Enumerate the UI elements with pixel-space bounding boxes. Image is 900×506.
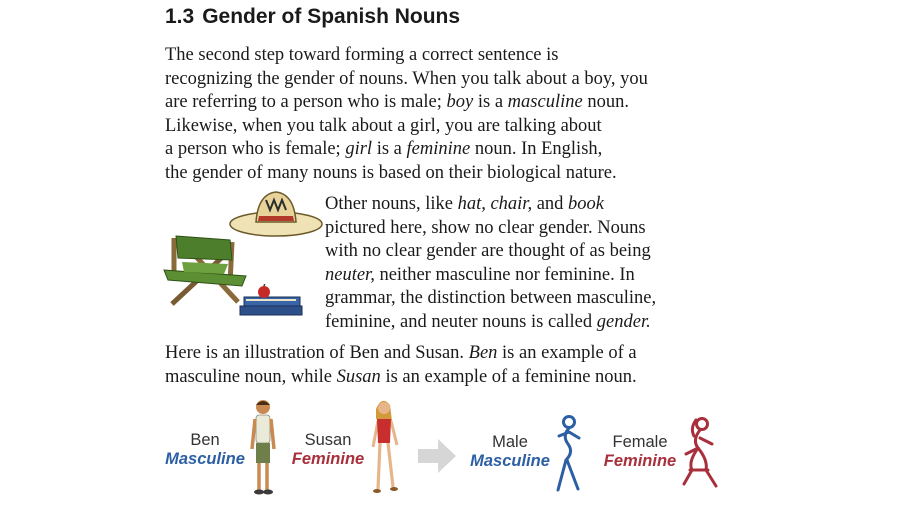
text-line <box>325 193 656 217</box>
italic-term: girl <box>345 139 373 160</box>
italic-term: feminine <box>406 139 471 160</box>
text-line <box>165 115 648 139</box>
text-run: masculine noun, while <box>165 366 337 387</box>
text-line <box>165 342 637 366</box>
text-run: feminine, and neuter nouns is called <box>325 311 597 332</box>
ben-name-label: Ben <box>190 431 220 449</box>
italic-term: gender. <box>596 311 651 332</box>
text-run: Here is an illustration of Ben and Susan. <box>165 343 469 363</box>
italic-term: Susan <box>336 366 381 387</box>
section-heading <box>165 5 460 29</box>
text-run: is an example of a feminine noun. <box>380 366 637 387</box>
italic-term: hat, chair, <box>457 194 533 214</box>
male-symbol-figure <box>554 414 584 494</box>
susan-name-label: Susan <box>304 431 352 449</box>
italic-term: masculine <box>507 92 583 113</box>
text-run: The second step toward forming a correct sentence is <box>165 45 559 65</box>
male-gender-label: Masculine <box>470 452 550 470</box>
text-run: are referring to a person who is male; <box>165 92 447 113</box>
text-run: is an example of a <box>497 343 637 363</box>
caption-ben <box>160 431 250 469</box>
caption-susan <box>288 431 368 469</box>
text-line <box>325 311 656 335</box>
female-gender-label: Feminine <box>603 452 677 470</box>
arrow-right-icon <box>416 437 458 475</box>
text-line <box>165 366 637 390</box>
text-line <box>165 91 648 115</box>
text-run: Other nouns, like <box>325 194 458 214</box>
male-name-label: Male <box>492 433 528 451</box>
female-symbol-figure <box>678 414 722 494</box>
italic-term: Ben <box>468 343 498 363</box>
text-run: a person who is female; <box>165 139 346 160</box>
text-run: and <box>532 194 569 214</box>
text-run: recognizing the gender of nouns. When you talk about a boy, you <box>165 68 648 89</box>
female-name-label: Female <box>612 433 668 451</box>
arrow-shape <box>418 439 456 473</box>
caption-female <box>598 433 682 471</box>
text-run: neither masculine nor feminine. In <box>374 264 635 285</box>
susan-figure <box>366 397 404 497</box>
text-run: pictured here, show no clear gender. Nouns <box>325 217 646 238</box>
text-line <box>325 287 656 311</box>
text-line <box>165 44 648 68</box>
text-line <box>325 264 656 288</box>
text-run: with no clear gender are thought of as being <box>325 241 651 262</box>
text-run: is a <box>372 139 407 160</box>
section-number: 1.3 <box>165 5 195 28</box>
text-run: noun. <box>582 92 629 113</box>
text-line <box>165 138 648 162</box>
books-apple-illustration <box>236 284 306 318</box>
section-title: Gender of Spanish Nouns <box>202 5 461 28</box>
italic-term: book <box>568 194 605 214</box>
text-run: noun. In English, <box>470 139 603 160</box>
text-run: grammar, the distinction between masculine, <box>325 288 657 309</box>
ben-figure <box>248 397 278 497</box>
paragraph-gender-intro <box>165 44 648 186</box>
text-run: the gender of many nouns is based on their biological nature. <box>165 162 617 183</box>
chair-illustration <box>160 228 248 310</box>
susan-gender-label: Feminine <box>291 450 365 468</box>
text-run: Likewise, when you talk about a girl, you are talking about <box>165 115 602 136</box>
italic-term: boy <box>446 92 474 113</box>
text-run: is a <box>473 92 508 113</box>
text-line <box>325 240 656 264</box>
text-line <box>165 162 648 186</box>
paragraph-neuter-nouns <box>325 193 656 335</box>
italic-term: neuter, <box>325 264 375 285</box>
caption-male <box>464 433 556 471</box>
text-line <box>325 217 656 241</box>
paragraph-ben-susan <box>165 342 637 389</box>
text-line <box>165 68 648 92</box>
ben-gender-label: Masculine <box>165 450 245 468</box>
